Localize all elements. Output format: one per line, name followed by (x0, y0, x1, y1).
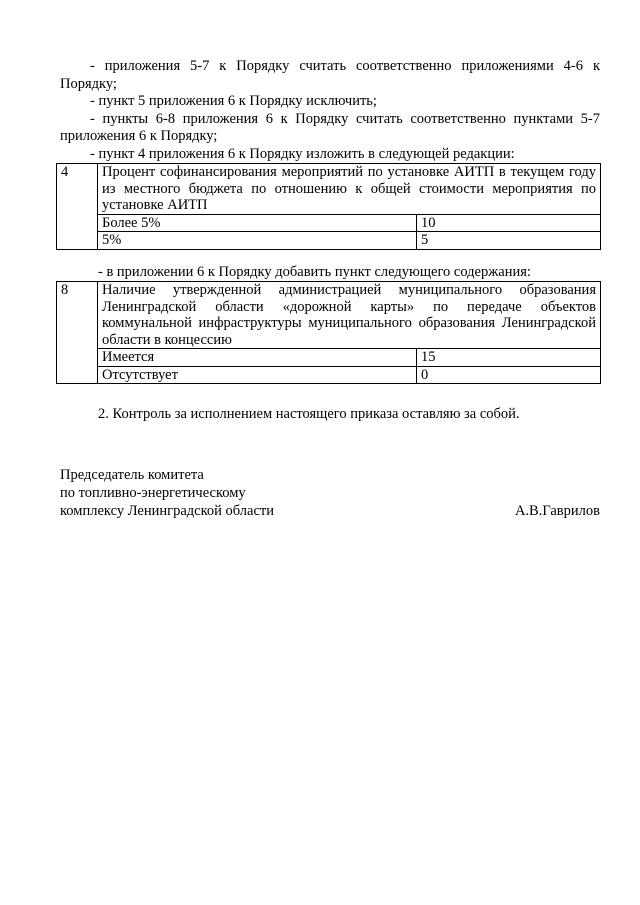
control-clause: 2. Контроль за исполнением настоящего приказа оставляю за собой. (98, 406, 520, 422)
amendment-item-3: - пункты 6-8 приложения 6 к Порядку считать соответственно пунктами 5-7 приложения 6 к Порядку; (60, 110, 600, 144)
points-cell: 5 (417, 232, 601, 250)
condition-cell: Более 5% (98, 214, 417, 232)
criterion-number: 8 (57, 282, 98, 384)
criteria-table-2 (56, 281, 601, 384)
signature-title-line-1: Председатель комитета (60, 466, 204, 483)
table-row (57, 214, 601, 232)
criterion-number: 4 (57, 164, 98, 250)
amendment-item-2: - пункт 5 приложения 6 к Порядку исключить; (90, 93, 377, 109)
amendment-item-4: - пункт 4 приложения 6 к Порядку изложить в следующей редакции: (90, 145, 515, 162)
table-row (57, 349, 601, 367)
signature-block (60, 466, 600, 520)
criterion-text: Процент софинансирования мероприятий по установке АИТП в текущем году из местного бюджета по отношению к общей стоимости мероприятия по установке АИТП (98, 164, 601, 215)
signature-title-line-2: по топливно-энергетическому (60, 484, 246, 501)
criterion-text: Наличие утвержденной администрацией муниципального образования Ленинградской области «дорожной карты» по передаче объектов коммунальной инфраструктуры муниципального образования Ленинградской области в концессию (98, 282, 601, 349)
points-cell: 10 (417, 214, 601, 232)
table-row (57, 366, 601, 384)
signature-title-line-3: комплексу Ленинградской области (60, 502, 275, 519)
signatory-name: А.В.Гаврилов (514, 502, 600, 519)
table-row (57, 282, 601, 349)
document-page (60, 58, 600, 520)
condition-cell: Имеется (98, 349, 417, 367)
points-cell: 15 (417, 349, 601, 367)
criteria-table-1 (56, 163, 601, 250)
amendment-item-5: - в приложении 6 к Порядку добавить пункт следующего содержания: (98, 263, 531, 280)
table-row (57, 164, 601, 215)
condition-cell: 5% (98, 232, 417, 250)
amendment-item-1: - приложения 5-7 к Порядку считать соответственно приложениями 4-6 к Порядку; (60, 58, 600, 92)
condition-cell: Отсутствует (98, 366, 417, 384)
points-cell: 0 (417, 366, 601, 384)
table-row (57, 232, 601, 250)
